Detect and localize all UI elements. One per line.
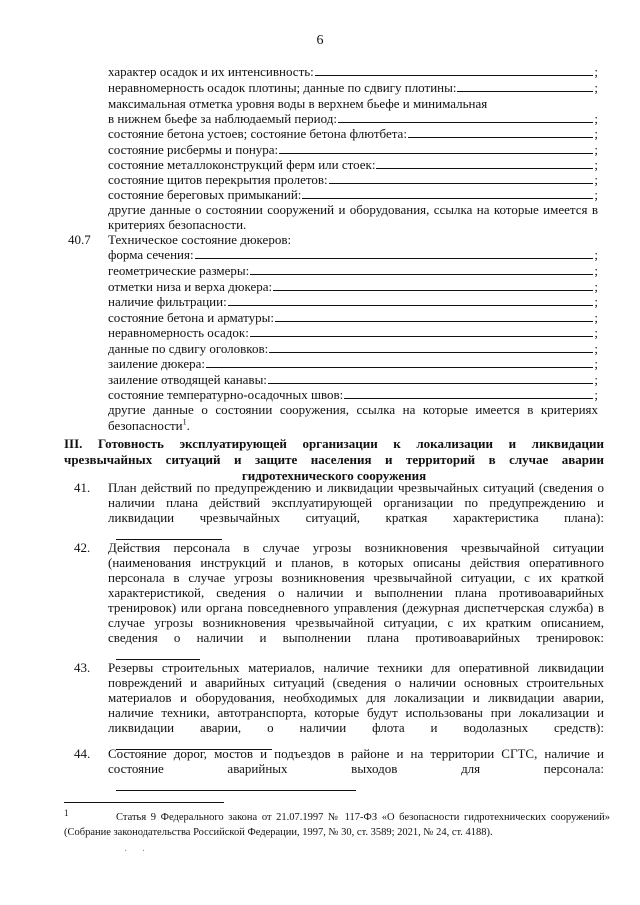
line-end: ; [594,172,598,187]
line-end: ; [594,142,598,157]
field-label: состояние щитов перекрытия пролетов: [108,172,328,187]
field-label: форма сечения: [108,247,194,262]
field-line [108,157,598,172]
fill-line [228,305,594,306]
footnote-text: Статья 9 Федерального закона от 21.07.1997 № 117-ФЗ «О безопасности гидротехнических сооружений» (Собрание законодательства Российской Федерации, 1997, № 30, ст. 3589; 2021, № 24, ст. 4188). [64,812,610,838]
fill-line [195,258,594,259]
footnote-mark: 1 [64,808,69,818]
field-line [108,325,598,340]
field-label: в нижнем бьефе за наблюдаемый период: [108,111,337,126]
fill-line [408,137,593,138]
field-label: неравномерность осадок: [108,325,249,340]
line-end: ; [594,187,598,202]
fill-line [329,183,594,184]
field-line [108,111,598,126]
fill-line [116,778,356,791]
line-end: ; [594,279,598,294]
fill-line [116,527,222,540]
field-line [108,387,598,402]
line-end: ; [594,126,598,141]
field-label: характер осадок и их интенсивность: [108,64,314,79]
field-label: состояние бетона устоев; состояние бетона флютбета: [108,126,407,141]
field-line [108,310,598,325]
field-label: заиление отводящей канавы: [108,372,267,387]
line-end: ; [594,387,598,402]
fill-line [279,153,593,154]
line-end: ; [594,294,598,309]
footnote-separator [64,802,224,803]
item-number: 44. [74,746,91,761]
item-paragraph [108,480,604,540]
line-end: ; [594,247,598,262]
other-data-tail: безопасности [108,418,183,433]
fill-line [457,91,593,92]
fill-line [275,321,593,322]
item-number: 41. [74,480,91,495]
line-end: ; [594,157,598,172]
item-text: Резервы строительных материалов, наличие техники для оперативной ликвидации повреждений и аварийных ситуаций (сведения о наличии основных строительных материалов и оборудования, необходимых для локализации и ликвидации аварии, наличие техники, автотранспорта, которые будут использованы при локализации и ликвидации аварии, о наличии флота и водолазных средств): [108,660,604,735]
line-end: ; [594,80,598,95]
fill-line [315,75,594,76]
field-label: состояние рисбермы и понура: [108,142,279,157]
section-heading: III. Готовность эксплуатирующей организации к локализации и ликвидации чрезвычайных ситуаций и защите населения и территорий в случае аварии гидротехнического сооружения [64,436,604,483]
field-label: геометрические размеры: [108,263,250,278]
line-end: ; [594,341,598,356]
scan-specks: · · [124,846,152,857]
field-label: данные по сдвигу оголовков: [108,341,269,356]
item-text: Состояние дорог, мостов и подъездов в районе и на территории СГТС, наличие и состояние аварийных выходов для персонала: [108,746,604,776]
fill-line [338,122,593,123]
fill-line [250,336,594,337]
fill-line [302,198,593,199]
field-line [108,294,598,309]
item-paragraph [108,660,604,750]
fill-line [268,383,593,384]
field-line [108,126,598,141]
fill-line [273,290,593,291]
field-line [108,142,598,157]
field-label: наличие фильтрации: [108,294,227,309]
field-line [108,263,598,278]
fill-line [250,274,593,275]
line-end: ; [594,372,598,387]
field-line [108,187,598,202]
line-end: ; [594,64,598,79]
field-label: состояние бетона и арматуры: [108,310,274,325]
line-end: ; [594,111,598,126]
fill-line [344,398,593,399]
fill-line [376,168,593,169]
field-label: состояние береговых примыканий: [108,187,302,202]
fill-line [116,647,200,660]
line-end: ; [594,263,598,278]
item-paragraph [108,540,604,660]
item-number: 40.7 [68,232,91,247]
field-line [108,80,598,95]
line-end: ; [594,356,598,371]
fill-line [206,367,593,368]
item-number: 42. [74,540,91,555]
field-label: заиление дюкера: [108,356,206,371]
footnote-reference: 1 [182,417,187,427]
line-end: ; [594,310,598,325]
field-label: отметки низа и верха дюкера: [108,279,273,294]
item-paragraph [108,746,604,791]
item-title: Техническое состояние дюкеров: [108,232,292,247]
page-number: 6 [316,33,324,48]
text-line: максимальная отметка уровня воды в верхнем бьефе и минимальная [108,96,488,111]
field-line [108,172,598,187]
line-end: ; [594,325,598,340]
period: . [186,418,190,433]
other-data-line-end [108,418,598,433]
field-line [108,341,598,356]
field-label: состояние металлоконструкций ферм или стоек: [108,157,376,172]
field-line [108,247,598,262]
field-line [108,372,598,387]
field-line [108,356,598,371]
item-text: План действий по предупреждению и ликвидации чрезвычайных ситуаций (сведения о наличии плана действий эксплуатирующей организации по предупреждению и ликвидации чрезвычайных ситуаций, краткая характеристика плана): [108,480,604,525]
field-line [108,279,598,294]
field-label: неравномерность осадок плотины; данные по сдвигу плотины: [108,80,457,95]
fill-line [269,352,593,353]
item-number: 43. [74,660,91,675]
other-data-paragraph: другие данные о состоянии сооружений и оборудования, ссылка на которые имеется в критериях безопасности. [108,202,598,232]
field-label: состояние температурно-осадочных швов: [108,387,344,402]
field-line [108,64,598,79]
other-data-line: другие данные о состоянии сооружения, ссылка на которые имеется в критериях [108,402,598,417]
item-text: Действия персонала в случае угрозы возникновения чрезвычайной ситуации (наименования инструкций и планов, в которых описаны действия оперативного персонала в случае угрозы возникновения чрезвычайной ситуации, с их краткой характеристикой, сведения о наличии и выполнении плана противоаварийных тренировок) или органа повседневного управления (дежурная диспетчерская служба) в случае угрозы возникновения чрезвычайной ситуации, с их кратким описанием, сведения о наличии и выполнении плана противоаварийных тренировок: [108,540,604,645]
